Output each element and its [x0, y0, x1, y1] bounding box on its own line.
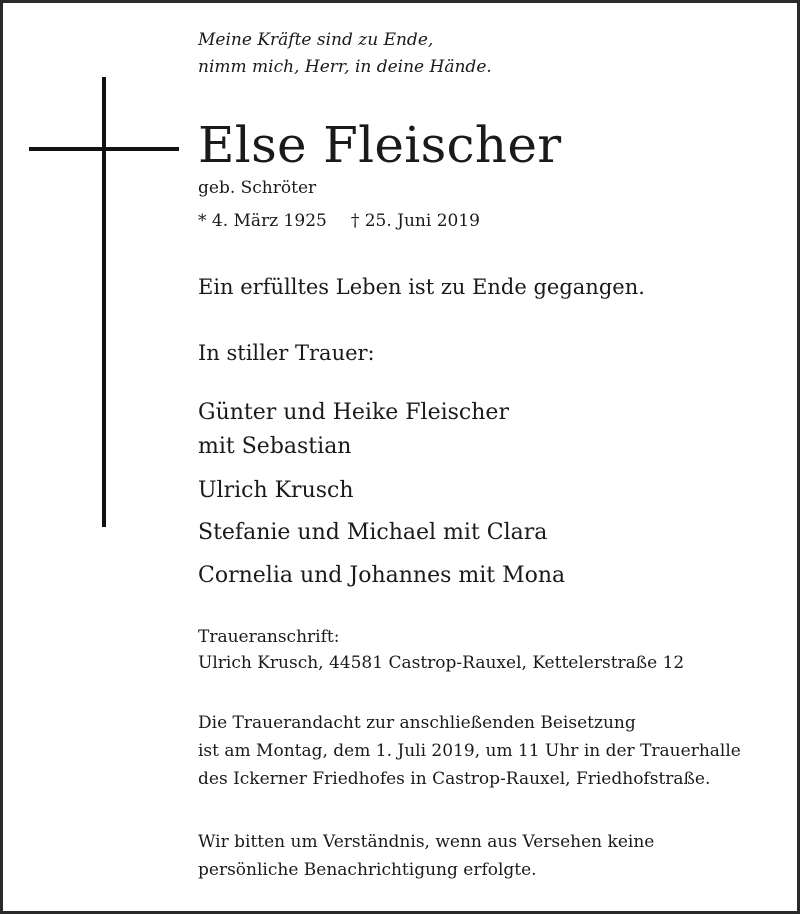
- mourner-name: mit Sebastian: [198, 434, 352, 459]
- life-dates: [198, 208, 480, 234]
- deceased-name: Else Fleischer: [198, 116, 562, 174]
- notice-line-2: persönliche Benachrichtigung erfolgte.: [198, 860, 537, 880]
- address-label: Traueranschrift:: [198, 627, 340, 647]
- maiden-name: geb. Schröter: [198, 178, 317, 198]
- motto-line-2: nimm mich, Herr, in deine Hände.: [198, 57, 492, 77]
- notice-line-1: Wir bitten um Verständnis, wenn aus Versehen keine: [198, 832, 655, 852]
- mourner-name: Ulrich Krusch: [198, 478, 354, 503]
- statement: Ein erfülltes Leben ist zu Ende gegangen.: [198, 275, 645, 299]
- birth-date: * 4. März 1925: [198, 211, 327, 231]
- cross-icon: [102, 77, 106, 527]
- cross-icon-bar: [29, 147, 179, 151]
- mourner-name: Stefanie und Michael mit Clara: [198, 520, 548, 545]
- address-value: Ulrich Krusch, 44581 Castrop-Rauxel, Kettelerstraße 12: [198, 653, 685, 673]
- motto-line-1: Meine Kräfte sind zu Ende,: [198, 30, 434, 50]
- ceremony-line-2: ist am Montag, dem 1. Juli 2019, um 11 Uhr in der Trauerhalle: [198, 741, 741, 761]
- mourner-name: Cornelia und Johannes mit Mona: [198, 563, 566, 588]
- ceremony-line-1: Die Trauerandacht zur anschließenden Beisetzung: [198, 713, 636, 733]
- mourner-name: Günter und Heike Fleischer: [198, 400, 509, 425]
- mourning-heading: In stiller Trauer:: [198, 341, 375, 365]
- ceremony-line-3: des Ickerner Friedhofes in Castrop-Rauxel, Friedhofstraße.: [198, 769, 711, 789]
- death-date: † 25. Juni 2019: [350, 211, 480, 231]
